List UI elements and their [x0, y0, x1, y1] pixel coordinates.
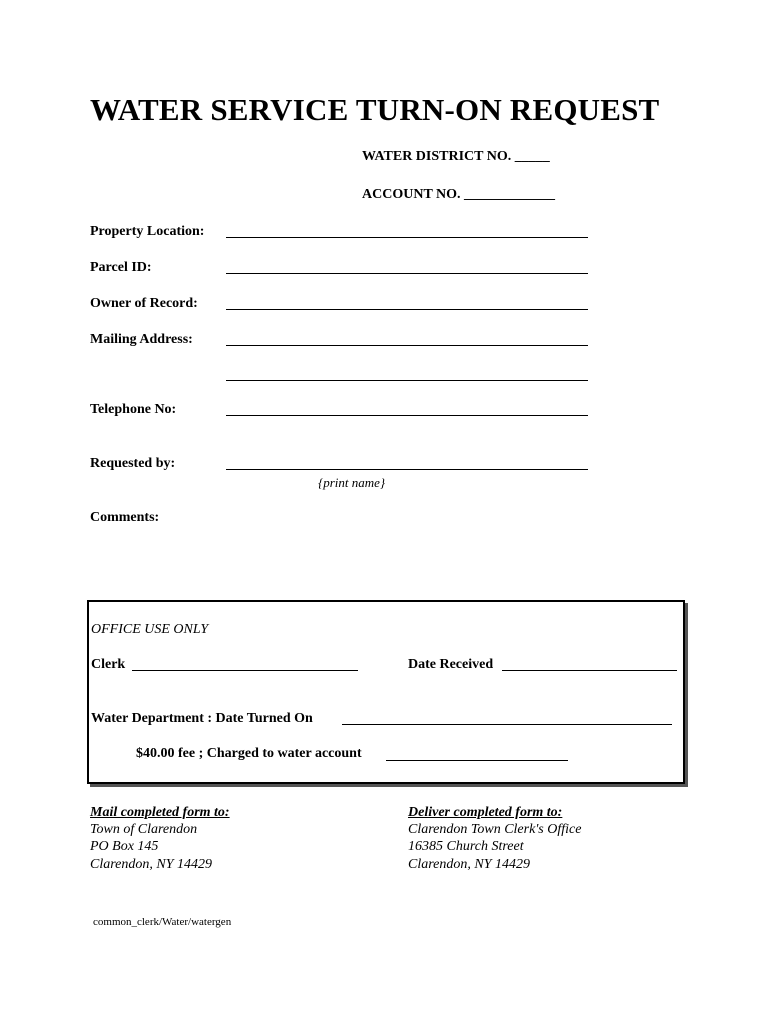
clerk-label: Clerk [91, 657, 126, 672]
comments-label: Comments: [90, 510, 160, 525]
parcel-id-field[interactable] [226, 273, 588, 274]
telephone-label: Telephone No: [90, 402, 177, 417]
mailing-address-field-1[interactable] [226, 345, 588, 346]
mailing-address-field-2[interactable] [226, 380, 588, 381]
water-account-field[interactable] [386, 760, 568, 761]
deliver-line-1: Clarendon Town Clerk's Office [408, 822, 582, 837]
owner-of-record-label: Owner of Record: [90, 296, 198, 311]
fee-label: $40.00 fee ; Charged to water account [136, 746, 362, 761]
requested-by-label: Requested by: [90, 456, 176, 471]
deliver-line-3: Clarendon, NY 14429 [408, 857, 530, 872]
mail-line-2: PO Box 145 [90, 839, 159, 854]
form-title: WATER SERVICE TURN-ON REQUEST [90, 92, 660, 127]
deliver-line-2: 16385 Church Street [408, 839, 524, 854]
parcel-id-label: Parcel ID: [90, 260, 152, 275]
date-turned-on-label: Water Department : Date Turned On [91, 711, 313, 726]
print-name-hint: {print name} [318, 475, 386, 490]
mail-line-3: Clarendon, NY 14429 [90, 857, 212, 872]
date-received-label: Date Received [408, 657, 494, 672]
property-location-field[interactable] [226, 237, 588, 238]
clerk-field[interactable] [132, 670, 358, 671]
date-received-field[interactable] [502, 670, 677, 671]
account-number-label: ACCOUNT NO. _____________ [362, 187, 556, 202]
office-use-heading: OFFICE USE ONLY [91, 622, 209, 637]
requested-by-field[interactable] [226, 469, 588, 470]
owner-of-record-field[interactable] [226, 309, 588, 310]
water-district-label: WATER DISTRICT NO. _____ [362, 149, 550, 164]
mailing-address-label: Mailing Address: [90, 332, 193, 347]
deliver-heading: Deliver completed form to: [408, 805, 563, 820]
date-turned-on-field[interactable] [342, 724, 672, 725]
mail-heading: Mail completed form to: [90, 805, 230, 820]
telephone-field[interactable] [226, 415, 588, 416]
property-location-label: Property Location: [90, 224, 205, 239]
mail-line-1: Town of Clarendon [90, 822, 198, 837]
footer-path: common_clerk/Water/watergen [93, 916, 232, 928]
